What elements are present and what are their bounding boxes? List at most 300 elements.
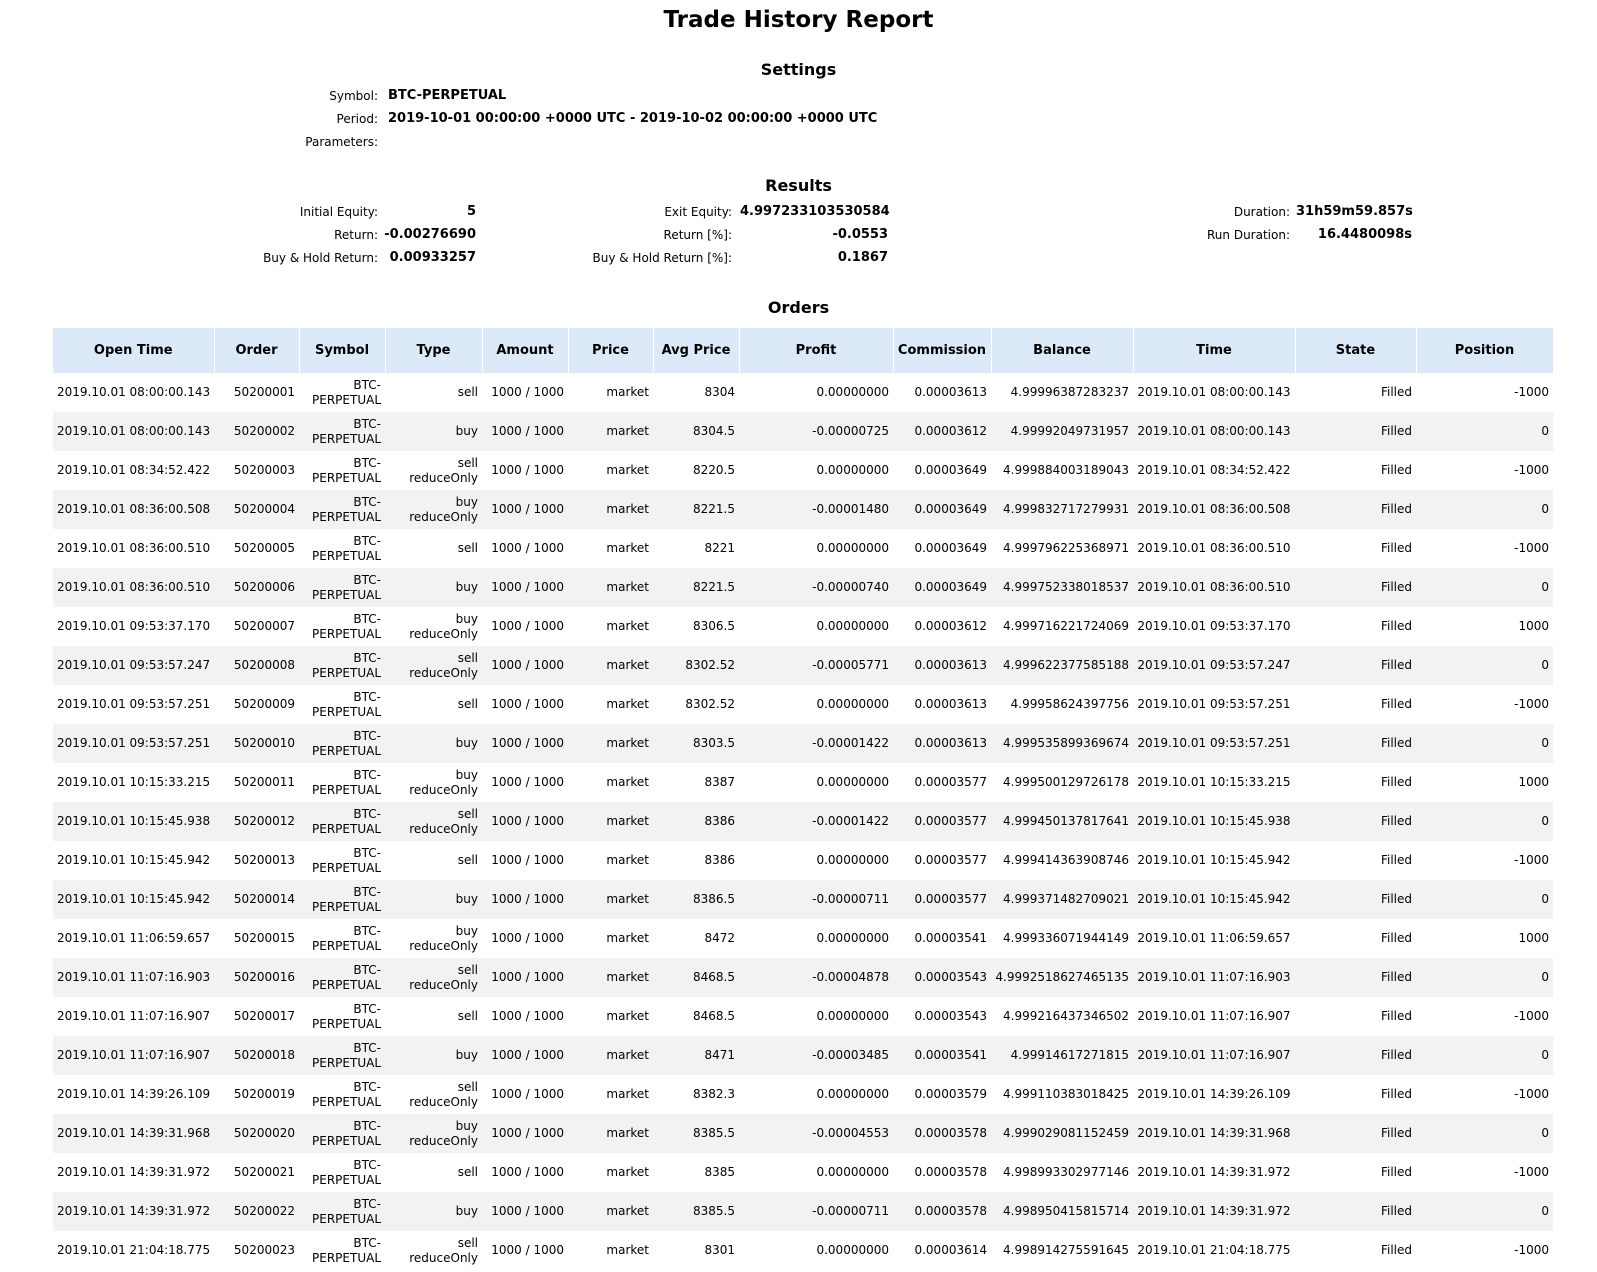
cell-profit: -0.00005771 [739,646,893,685]
cell-line: sell [457,1079,478,1094]
cell-profit: 0.00000000 [816,931,889,945]
cell-price: market [606,697,649,711]
cell-position: 1000 [1518,775,1549,789]
cell-time: 2019.10.01 21:04:18.775 [1137,1243,1291,1257]
cell-amount: 1000 / 1000 [491,1087,564,1101]
cell-balance: 4.999110383018425 [1003,1087,1129,1101]
cell-position: -1000 [1514,697,1549,711]
cell-avg-price: 8386.5 [653,880,739,919]
exit-equity-label: Exit Equity: [664,205,732,219]
cell-amount: 1000 / 1000 [491,463,564,477]
symbol-value: BTC-PERPETUAL [388,88,507,103]
cell-profit: 0.00000000 [816,775,889,789]
cell-order: 50200015 [233,931,295,945]
results-heading: Results [765,176,832,195]
cell-commission: 0.00003577 [893,880,991,919]
cell-symbol [299,997,385,1036]
cell-type [385,1114,482,1153]
cell-price: market [606,619,649,633]
cell-profit: 0.00000000 [816,463,889,477]
cell-line: sell [457,541,478,555]
cell-line: reduceOnly [409,821,478,836]
cell-state: Filled [1295,724,1416,763]
cell-position: 0 [1416,802,1553,841]
cell-order: 50200011 [233,775,295,789]
cell-amount: 1000 / 1000 [482,958,568,997]
orders-header-row [53,328,1553,373]
cell-commission: 0.00003578 [914,1165,987,1179]
cell-type [385,1036,482,1075]
cell-symbol [299,763,385,802]
cell-avg-price: 8302.52 [685,697,735,711]
bh-return-pct-value: 0.1867 [837,250,888,265]
cell-line: BTC- [353,884,381,899]
cell-commission: 0.00003577 [914,853,987,867]
cell-commission: 0.00003613 [914,385,987,399]
cell-balance: 4.998993302977146 [1003,1165,1129,1179]
cell-avg-price: 8385.5 [653,1114,739,1153]
cell-line: PERPETUAL [312,743,381,758]
column-header-balance: Balance [991,328,1133,373]
cell-profit: 0.00000000 [816,1165,889,1179]
cell-state: Filled [1380,931,1412,945]
cell-avg-price: 8471 [653,1036,739,1075]
cell-balance: 4.998950415815714 [991,1192,1133,1231]
cell-price: market [568,412,653,451]
cell-position: -1000 [1514,463,1549,477]
cell-line: PERPETUAL [312,509,381,524]
cell-line: sell [457,1235,478,1250]
cell-line: sell [457,650,478,665]
cell-price: market [606,385,649,399]
cell-line: sell [457,853,478,867]
cell-profit: 0.00000000 [816,697,889,711]
cell-line: PERPETUAL [312,1094,381,1109]
bh-return-pct-label: Buy & Hold Return [%]: [592,251,732,265]
column-header-type: Type [385,328,482,373]
cell-avg-price: 8221 [704,541,735,555]
cell-position: 1000 [1518,619,1549,633]
cell-line: BTC- [353,962,381,977]
cell-order: 50200009 [233,697,295,711]
cell-amount: 1000 / 1000 [482,1114,568,1153]
cell-open-time: 2019.10.01 11:07:16.903 [53,958,214,997]
cell-symbol [299,724,385,763]
cell-type [385,880,482,919]
cell-commission: 0.00003577 [893,802,991,841]
cell-price: market [568,880,653,919]
cell-line: BTC- [353,845,381,860]
cell-avg-price: 8221.5 [653,568,739,607]
cell-symbol [299,841,385,880]
cell-symbol [299,529,385,568]
cell-type [385,451,482,490]
cell-state: Filled [1380,775,1412,789]
cell-symbol [299,490,385,529]
cell-balance: 4.999336071944149 [1003,931,1129,945]
cell-state: Filled [1295,880,1416,919]
cell-time: 2019.10.01 11:07:16.903 [1133,958,1295,997]
cell-avg-price: 8303.5 [653,724,739,763]
cell-line: buy [455,892,478,906]
cell-open-time: 2019.10.01 11:07:16.907 [53,1036,214,1075]
cell-line: buy [455,736,478,750]
cell-line: BTC- [353,689,381,704]
cell-price: market [606,1087,649,1101]
cell-time: 2019.10.01 09:53:57.251 [1137,697,1291,711]
cell-profit: -0.00000740 [739,568,893,607]
cell-time: 2019.10.01 08:00:00.143 [1137,385,1291,399]
column-header-profit: Profit [739,328,893,373]
cell-line: PERPETUAL [312,782,381,797]
cell-balance: 4.999622377585188 [991,646,1133,685]
cell-time: 2019.10.01 14:39:26.109 [1137,1087,1291,1101]
cell-open-time: 2019.10.01 08:36:00.508 [53,490,214,529]
cell-avg-price: 8221.5 [653,490,739,529]
cell-commission: 0.00003649 [914,463,987,477]
cell-time: 2019.10.01 08:36:00.510 [1133,568,1295,607]
column-header-amount: Amount [482,328,568,373]
column-header-commission: Commission [893,328,991,373]
cell-type [385,958,482,997]
cell-state: Filled [1380,619,1412,633]
cell-open-time: 2019.10.01 11:06:59.657 [57,931,211,945]
cell-symbol [299,1036,385,1075]
cell-line: buy [455,1118,478,1133]
cell-commission: 0.00003578 [893,1192,991,1231]
cell-position: -1000 [1514,1087,1549,1101]
cell-order: 50200003 [233,463,295,477]
column-header-state: State [1295,328,1416,373]
cell-balance: 4.999216437346502 [1003,1009,1129,1023]
cell-profit: 0.00000000 [816,385,889,399]
cell-order: 50200021 [233,1165,295,1179]
cell-profit: -0.00000711 [739,880,893,919]
table-row [53,724,1553,763]
table-row [53,1075,1553,1114]
cell-time: 2019.10.01 14:39:31.968 [1133,1114,1295,1153]
table-row [53,841,1553,880]
cell-line: PERPETUAL [312,821,381,836]
cell-time: 2019.10.01 08:34:52.422 [1137,463,1291,477]
cell-symbol [299,412,385,451]
cell-line: sell [457,1165,478,1179]
cell-avg-price: 8386 [653,802,739,841]
table-row [53,490,1553,529]
cell-avg-price: 8382.3 [693,1087,735,1101]
cell-open-time: 2019.10.01 10:15:45.938 [53,802,214,841]
cell-open-time: 2019.10.01 08:36:00.510 [53,568,214,607]
table-row [53,763,1553,802]
cell-line: PERPETUAL [312,392,381,407]
cell-state: Filled [1295,412,1416,451]
cell-line: sell [457,697,478,711]
cell-position: -1000 [1514,1243,1549,1257]
column-header-symbol: Symbol [299,328,385,373]
cell-open-time: 2019.10.01 09:53:37.170 [57,619,211,633]
cell-amount: 1000 / 1000 [491,1243,564,1257]
cell-state: Filled [1295,490,1416,529]
cell-commission: 0.00003649 [893,568,991,607]
cell-price: market [606,1165,649,1179]
initial-equity-value: 5 [466,204,476,219]
return-pct-label: Return [%]: [663,228,732,242]
column-header-open-time: Open Time [53,328,214,373]
cell-open-time: 2019.10.01 14:39:31.972 [53,1192,214,1231]
cell-commission: 0.00003612 [914,619,987,633]
cell-line: BTC- [353,1040,381,1055]
cell-profit: -0.00001422 [739,724,893,763]
cell-open-time: 2019.10.01 11:07:16.907 [57,1009,211,1023]
cell-profit: 0.00000000 [816,1243,889,1257]
duration-label: Duration: [1233,205,1290,219]
cell-commission: 0.00003541 [893,1036,991,1075]
cell-time: 2019.10.01 09:53:57.251 [1133,724,1295,763]
cell-amount: 1000 / 1000 [482,802,568,841]
table-row [53,568,1553,607]
cell-amount: 1000 / 1000 [491,931,564,945]
cell-open-time: 2019.10.01 08:34:52.422 [57,463,211,477]
cell-type [385,841,482,880]
cell-open-time: 2019.10.01 10:15:33.215 [57,775,211,789]
cell-order: 50200008 [214,646,299,685]
run-duration-value: 16.4480098s [1317,227,1412,242]
cell-commission: 0.00003612 [893,412,991,451]
cell-line: PERPETUAL [312,470,381,485]
cell-price: market [568,568,653,607]
cell-amount: 1000 / 1000 [491,1009,564,1023]
cell-balance: 4.999500129726178 [1003,775,1129,789]
cell-line: reduceOnly [409,509,478,524]
cell-line: sell [457,455,478,470]
cell-type [385,568,482,607]
cell-position: -1000 [1514,1165,1549,1179]
table-row [53,373,1553,412]
cell-order: 50200020 [214,1114,299,1153]
cell-symbol [299,1075,385,1114]
cell-balance: 4.999752338018537 [991,568,1133,607]
cell-type [385,646,482,685]
cell-type [385,685,482,724]
cell-profit: -0.00001422 [739,802,893,841]
cell-open-time: 2019.10.01 08:00:00.143 [57,385,211,399]
cell-state: Filled [1380,463,1412,477]
cell-profit: 0.00000000 [816,619,889,633]
table-row [53,412,1553,451]
cell-order: 50200004 [214,490,299,529]
cell-line: PERPETUAL [312,587,381,602]
cell-position: 0 [1416,412,1553,451]
orders-body [53,373,1553,1270]
cell-profit: 0.00000000 [816,1087,889,1101]
cell-line: PERPETUAL [312,431,381,446]
cell-line: BTC- [353,377,381,392]
cell-open-time: 2019.10.01 10:15:45.942 [57,853,211,867]
cell-line: reduceOnly [409,782,478,797]
cell-balance: 4.9992518627465135 [991,958,1133,997]
cell-commission: 0.00003577 [914,775,987,789]
cell-type [385,490,482,529]
cell-position: -1000 [1514,853,1549,867]
cell-state: Filled [1380,1009,1412,1023]
cell-balance: 4.999716221724069 [1003,619,1129,633]
cell-line: BTC- [353,572,381,587]
run-duration-label: Run Duration: [1207,228,1290,242]
table-row [53,919,1553,958]
cell-state: Filled [1380,697,1412,711]
initial-equity-label: Initial Equity: [299,205,378,219]
cell-type [385,724,482,763]
cell-line: reduceOnly [409,626,478,641]
cell-time: 2019.10.01 14:39:31.972 [1137,1165,1291,1179]
cell-type [385,373,482,412]
cell-line: buy [455,1204,478,1218]
cell-symbol [299,451,385,490]
cell-state: Filled [1380,1243,1412,1257]
period-label: Period: [336,112,378,126]
cell-profit: -0.00000725 [739,412,893,451]
cell-order: 50200017 [233,1009,295,1023]
cell-avg-price: 8385 [704,1165,735,1179]
cell-line: BTC- [353,533,381,548]
cell-commission: 0.00003614 [914,1243,987,1257]
cell-line: BTC- [353,1157,381,1172]
cell-state: Filled [1380,541,1412,555]
cell-price: market [606,463,649,477]
cell-commission: 0.00003543 [893,958,991,997]
cell-balance: 4.998914275591645 [1003,1243,1129,1257]
cell-type [385,802,482,841]
column-header-position: Position [1416,328,1553,373]
cell-avg-price: 8387 [704,775,735,789]
cell-line: PERPETUAL [312,1016,381,1031]
cell-state: Filled [1295,1192,1416,1231]
cell-symbol [299,958,385,997]
cell-position: 0 [1416,568,1553,607]
cell-symbol [299,373,385,412]
cell-line: sell [457,1009,478,1023]
cell-price: market [568,1036,653,1075]
cell-order: 50200006 [214,568,299,607]
cell-line: reduceOnly [409,938,478,953]
cell-state: Filled [1295,802,1416,841]
cell-state: Filled [1380,853,1412,867]
cell-state: Filled [1380,385,1412,399]
cell-line: PERPETUAL [312,665,381,680]
cell-amount: 1000 / 1000 [482,646,568,685]
cell-avg-price: 8468.5 [653,958,739,997]
cell-line: PERPETUAL [312,704,381,719]
cell-order: 50200005 [233,541,295,555]
cell-profit: 0.00000000 [816,1009,889,1023]
cell-balance: 4.99992049731957 [991,412,1133,451]
cell-position: -1000 [1514,541,1549,555]
cell-amount: 1000 / 1000 [491,853,564,867]
cell-time: 2019.10.01 11:06:59.657 [1137,931,1291,945]
cell-line: PERPETUAL [312,1055,381,1070]
cell-amount: 1000 / 1000 [482,412,568,451]
cell-line: BTC- [353,650,381,665]
column-header-time: Time [1133,328,1295,373]
cell-line: PERPETUAL [312,1211,381,1226]
cell-amount: 1000 / 1000 [482,568,568,607]
cell-avg-price: 8472 [704,931,735,945]
table-row [53,1153,1553,1192]
cell-open-time: 2019.10.01 14:39:31.968 [53,1114,214,1153]
cell-open-time: 2019.10.01 08:36:00.510 [57,541,211,555]
cell-time: 2019.10.01 09:53:57.247 [1133,646,1295,685]
cell-open-time: 2019.10.01 21:04:18.775 [57,1243,211,1257]
cell-profit: 0.00000000 [816,853,889,867]
cell-open-time: 2019.10.01 09:53:57.247 [53,646,214,685]
cell-open-time: 2019.10.01 10:15:45.942 [53,880,214,919]
settings-heading: Settings [760,60,837,79]
cell-state: Filled [1295,958,1416,997]
return-pct-value: -0.0553 [832,227,888,242]
cell-line: buy [455,424,478,438]
orders-table [53,328,1554,1270]
table-row [53,451,1553,490]
cell-commission: 0.00003578 [893,1114,991,1153]
cell-balance: 4.999450137817641 [991,802,1133,841]
cell-type [385,763,482,802]
cell-state: Filled [1295,568,1416,607]
cell-time: 2019.10.01 10:15:45.942 [1133,880,1295,919]
cell-order: 50200016 [214,958,299,997]
cell-line: BTC- [353,416,381,431]
cell-symbol [299,685,385,724]
cell-order: 50200012 [214,802,299,841]
cell-type [385,1231,482,1270]
cell-price: market [606,853,649,867]
cell-avg-price: 8220.5 [693,463,735,477]
cell-line: PERPETUAL [312,977,381,992]
cell-price: market [568,1114,653,1153]
cell-open-time: 2019.10.01 09:53:57.251 [57,697,211,711]
cell-type [385,1192,482,1231]
cell-amount: 1000 / 1000 [482,1192,568,1231]
cell-line: BTC- [353,1235,381,1250]
cell-time: 2019.10.01 10:15:45.942 [1137,853,1291,867]
cell-line: BTC- [353,767,381,782]
parameters-label: Parameters: [305,135,378,149]
cell-avg-price: 8306.5 [693,619,735,633]
cell-avg-price: 8385.5 [653,1192,739,1231]
cell-type [385,919,482,958]
cell-order: 50200019 [233,1087,295,1101]
cell-line: BTC- [353,1196,381,1211]
cell-line: BTC- [353,494,381,509]
table-row [53,607,1553,646]
cell-avg-price: 8304.5 [653,412,739,451]
report-title: Trade History Report [663,7,934,33]
cell-amount: 1000 / 1000 [491,619,564,633]
cell-price: market [568,958,653,997]
cell-state: Filled [1380,1165,1412,1179]
cell-amount: 1000 / 1000 [482,490,568,529]
cell-order: 50200018 [214,1036,299,1075]
cell-time: 2019.10.01 08:00:00.143 [1133,412,1295,451]
cell-line: buy [455,767,478,782]
table-row [53,1192,1553,1231]
cell-line: reduceOnly [409,1250,478,1265]
cell-line: reduceOnly [409,470,478,485]
cell-price: market [568,490,653,529]
column-header-order: Order [214,328,299,373]
cell-position: 0 [1416,1114,1553,1153]
cell-price: market [568,1192,653,1231]
cell-commission: 0.00003613 [914,697,987,711]
